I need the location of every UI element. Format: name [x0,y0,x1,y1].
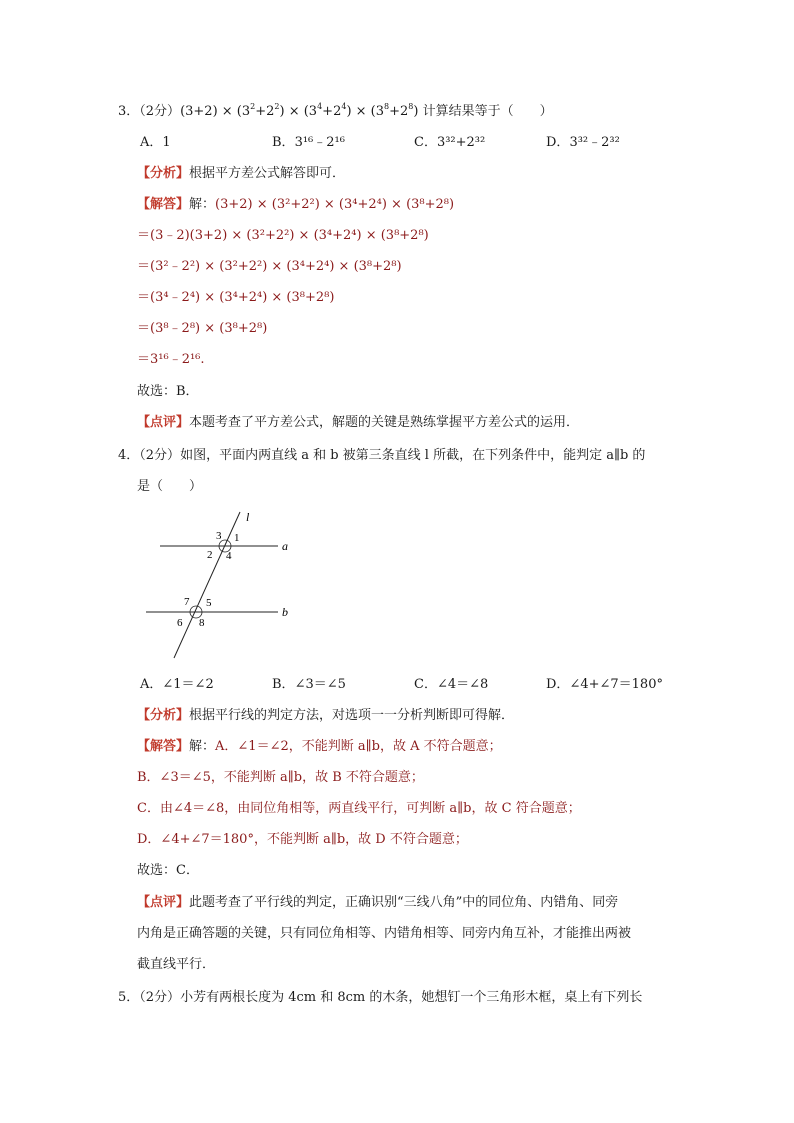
q4-comment-line2: 内角是正确答题的关键，只有同位角相等、内错角相等、同旁内角互补，才能推出两被 [137,926,632,941]
q4-stem-line2: 是（ ） [137,479,203,494]
comment-tag: 【点评】 [137,415,190,430]
q3-solution-step-2: ＝(3²﹣2²) × (3²+2²) × (3⁴+2⁴) × (3⁸+2⁸) [137,259,402,274]
angle-label-3: 3 [216,530,222,542]
q4-score: （2分） [139,448,181,463]
q3-expression: $(3+2) \times (3^2+2^2) \times (3^4+2^4) \times (3^8+2^8)$ [180,102,419,119]
angle-label-8: 8 [199,617,205,629]
label-a: a [282,539,288,553]
q3-stem: 3．（2分）$(3+2) \times (3^2+2^2) \times (3^4+2^4) \times (3^8+2^8)$ 计算结果等于（ ） [118,102,553,119]
q3-solution-step-5: ＝3¹⁶﹣2¹⁶. [137,352,205,367]
q4-option-d: D．∠4+∠7＝180° [546,677,663,692]
analysis-tag: 【分析】 [137,166,190,181]
q3-solution-step-0: 【解答】解：(3+2) × (3²+2²) × (3⁴+2⁴) × (3⁸+2⁸) [137,197,455,212]
angle-label-6: 6 [177,617,183,629]
q4-option-c: C．∠4＝∠8 [414,677,489,692]
q4-analysis: 【分析】根据平行线的判定方法，对选项一一分析判断即可得解． [137,708,515,723]
q3-option-d: D．3³²﹣2³² [546,135,620,150]
line-l [174,512,240,658]
solution-tag: 【解答】 [137,197,190,212]
q3-number: 3． [118,104,140,119]
q4-solution-b: B．∠3＝∠5，不能判断 a∥b，故 B 不符合题意； [137,770,424,785]
angle-label-5: 5 [206,597,212,609]
angle-label-7: 7 [184,596,190,608]
comment-tag: 【点评】 [137,895,190,910]
q4-stem-line1: 4．（2分）如图，平面内两直线 a 和 b 被第三条直线 l 所截，在下列条件中，能判定 a∥b 的 [118,448,646,463]
angle-label-4: 4 [226,550,232,562]
q3-analysis: 【分析】根据平方差公式解答即可． [137,166,346,181]
q5-score: （2分） [139,990,181,1005]
angle-label-2: 2 [207,549,213,561]
label-b: b [282,605,288,619]
q4-solution-c: C．由∠4＝∠8，由同位角相等，两直线平行，可判断 a∥b，故 C 符合题意； [137,801,581,816]
analysis-tag: 【分析】 [137,708,190,723]
q4-choose: 故选：C． [137,863,199,878]
q5-number: 5． [118,990,140,1005]
q3-option-a: A．1 [140,135,171,150]
q3-solution-step-3: ＝(3⁴﹣2⁴) × (3⁴+2⁴) × (3⁸+2⁸) [137,290,335,305]
solution-tag: 【解答】 [137,739,190,754]
parallel-lines-diagram [140,508,300,660]
q4-solution-d: D．∠4+∠7＝180°，不能判断 a∥b，故 D 不符合题意； [137,832,468,847]
q4-comment-line1: 【点评】此题考查了平行线的判定，正确识别“三线八角”中的同位角、内错角、同旁 [137,895,619,910]
q3-solution-step-4: ＝(3⁸﹣2⁸) × (3⁸+2⁸) [137,321,268,336]
q3-solution-step-1: ＝(3﹣2)(3+2) × (3²+2²) × (3⁴+2⁴) × (3⁸+2⁸) [137,228,429,243]
q4-comment-line3: 截直线平行． [137,957,216,972]
q5-stem: 5．（2分）小芳有两根长度为 4cm 和 8cm 的木条，她想钉一个三角形木框，桌上有下列长 [118,990,643,1005]
q4-number: 4． [118,448,140,463]
q4-solution-a: 【解答】解：A．∠1＝∠2，不能判断 a∥b，故 A 不符合题意； [137,739,502,754]
q3-score: （2分） [139,104,181,119]
label-l: l [246,510,250,524]
q4-option-b: B．∠3＝∠5 [272,677,346,692]
q3-option-c: C．3³²+2³² [414,135,486,150]
q3-comment: 【点评】本题考查了平方差公式，解题的关键是熟练掌握平方差公式的运用． [137,415,580,430]
angle-label-1: 1 [234,532,240,544]
q3-choose: 故选：B． [137,384,199,399]
q4-option-a: A．∠1＝∠2 [140,677,214,692]
q3-option-b: B．3¹⁶﹣2¹⁶ [272,135,345,150]
